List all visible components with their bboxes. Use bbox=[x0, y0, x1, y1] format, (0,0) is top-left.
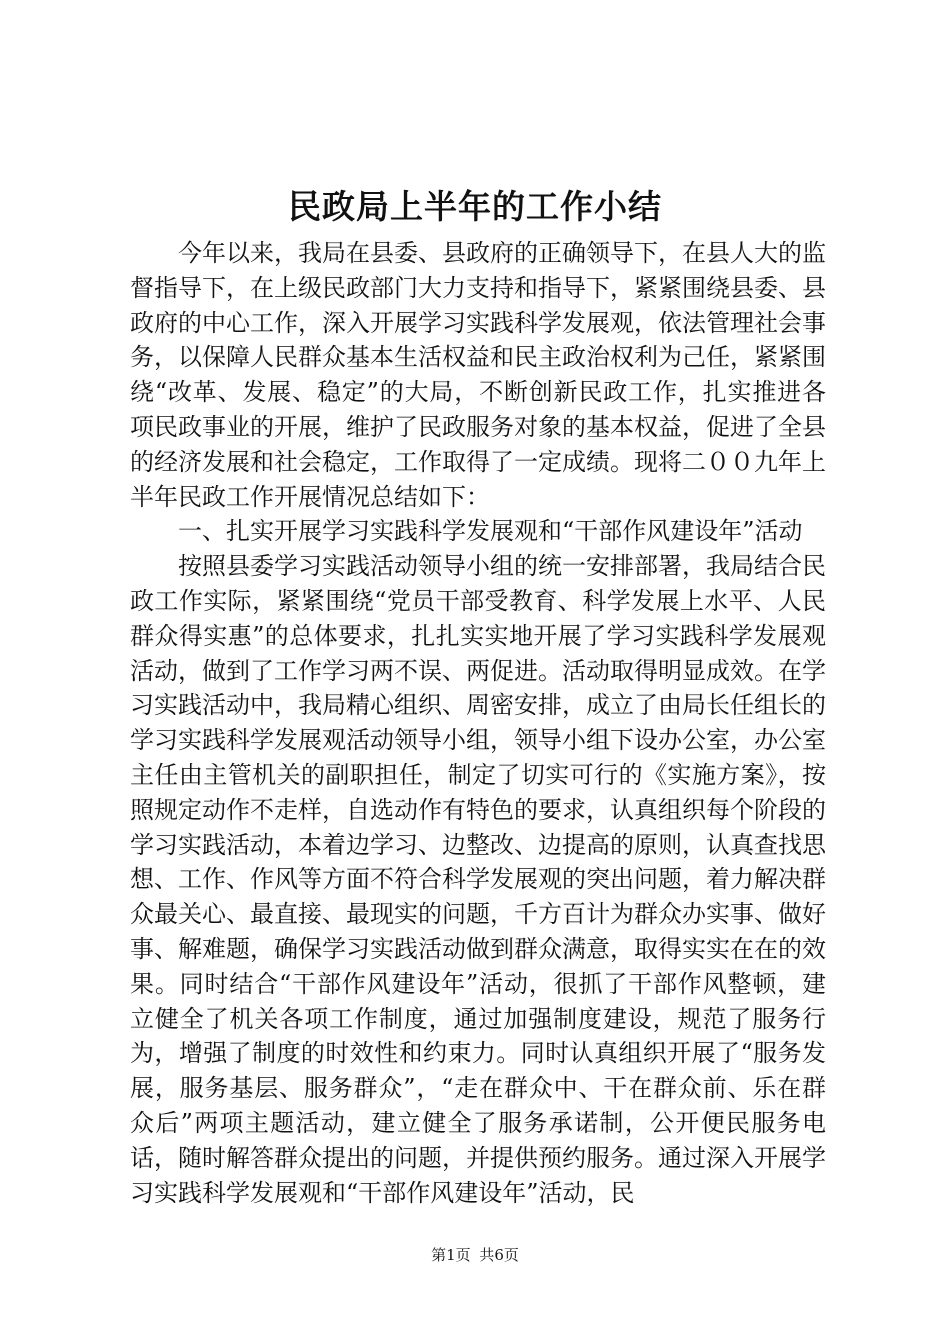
intro-paragraph: 今年以来，我局在县委、县政府的正确领导下，在县人大的监督指导下，在上级民政部门大力支持和指导下，紧紧围绕县委、县政府的中心工作，深入开展学习实践科学发展观，依法管理社会事务，以保障人民群众基本生活权益和民主政治权利为己任，紧紧围绕“改革、发展、稳定”的大局，不断创新民政工作，扎实推进各项民政事业的开展，维护了民政服务对象的基本权益，促进了全县的经济发展和社会稳定，工作取得了一定成绩。现将二００九年上半年民政工作开展情况总结如下： bbox=[130, 239, 826, 511]
document-body bbox=[130, 236, 826, 1210]
page-total: 共6页 bbox=[479, 1246, 519, 1264]
page-footer bbox=[0, 1244, 950, 1266]
section-heading: 一、扎实开展学习实践科学发展观和“干部作风建设年”活动 bbox=[178, 517, 803, 546]
page-number: 第1页 bbox=[431, 1246, 471, 1264]
body-paragraph: 按照县委学习实践活动领导小组的统一安排部署，我局结合民政工作实际，紧紧围绕“党员干部受教育、科学发展上水平、人民群众得实惠”的总体要求，扎扎实实地开展了学习实践科学发展观活动，做到了工作学习两不误、两促进。活动取得明显成效。在学习实践活动中，我局精心组织、周密安排，成立了由局长任组长的学习实践科学发展观活动领导小组，领导小组下设办公室，办公室主任由主管机关的副职担任，制定了切实可行的《实施方案》，按照规定动作不走样，自选动作有特色的要求，认真组织每个阶段的学习实践活动，本着边学习、边整改、边提高的原则，认真查找思想、工作、作风等方面不符合科学发展观的突出问题，着力解决群众最关心、最直接、最现实的问题，千方百计为群众办实事、做好事、解难题，确保学习实践活动做到群众满意，取得实实在在的效果。同时结合“干部作风建设年”活动，很抓了干部作风整顿，建立健全了机关各项工作制度，通过加强制度建设，规范了服务行为，增强了制度的时效性和约束力。同时认真组织开展了“服务发展，服务基层、服务群众”，“走在群众中、干在群众前、乐在群众后”两项主题活动，建立健全了服务承诺制，公开便民服务电话，随时解答群众提出的问题，并提供预约服务。通过深入开展学习实践科学发展观和“干部作风建设年”活动，民 bbox=[130, 552, 826, 1207]
document-title: 民政局上半年的工作小结 bbox=[288, 187, 662, 226]
